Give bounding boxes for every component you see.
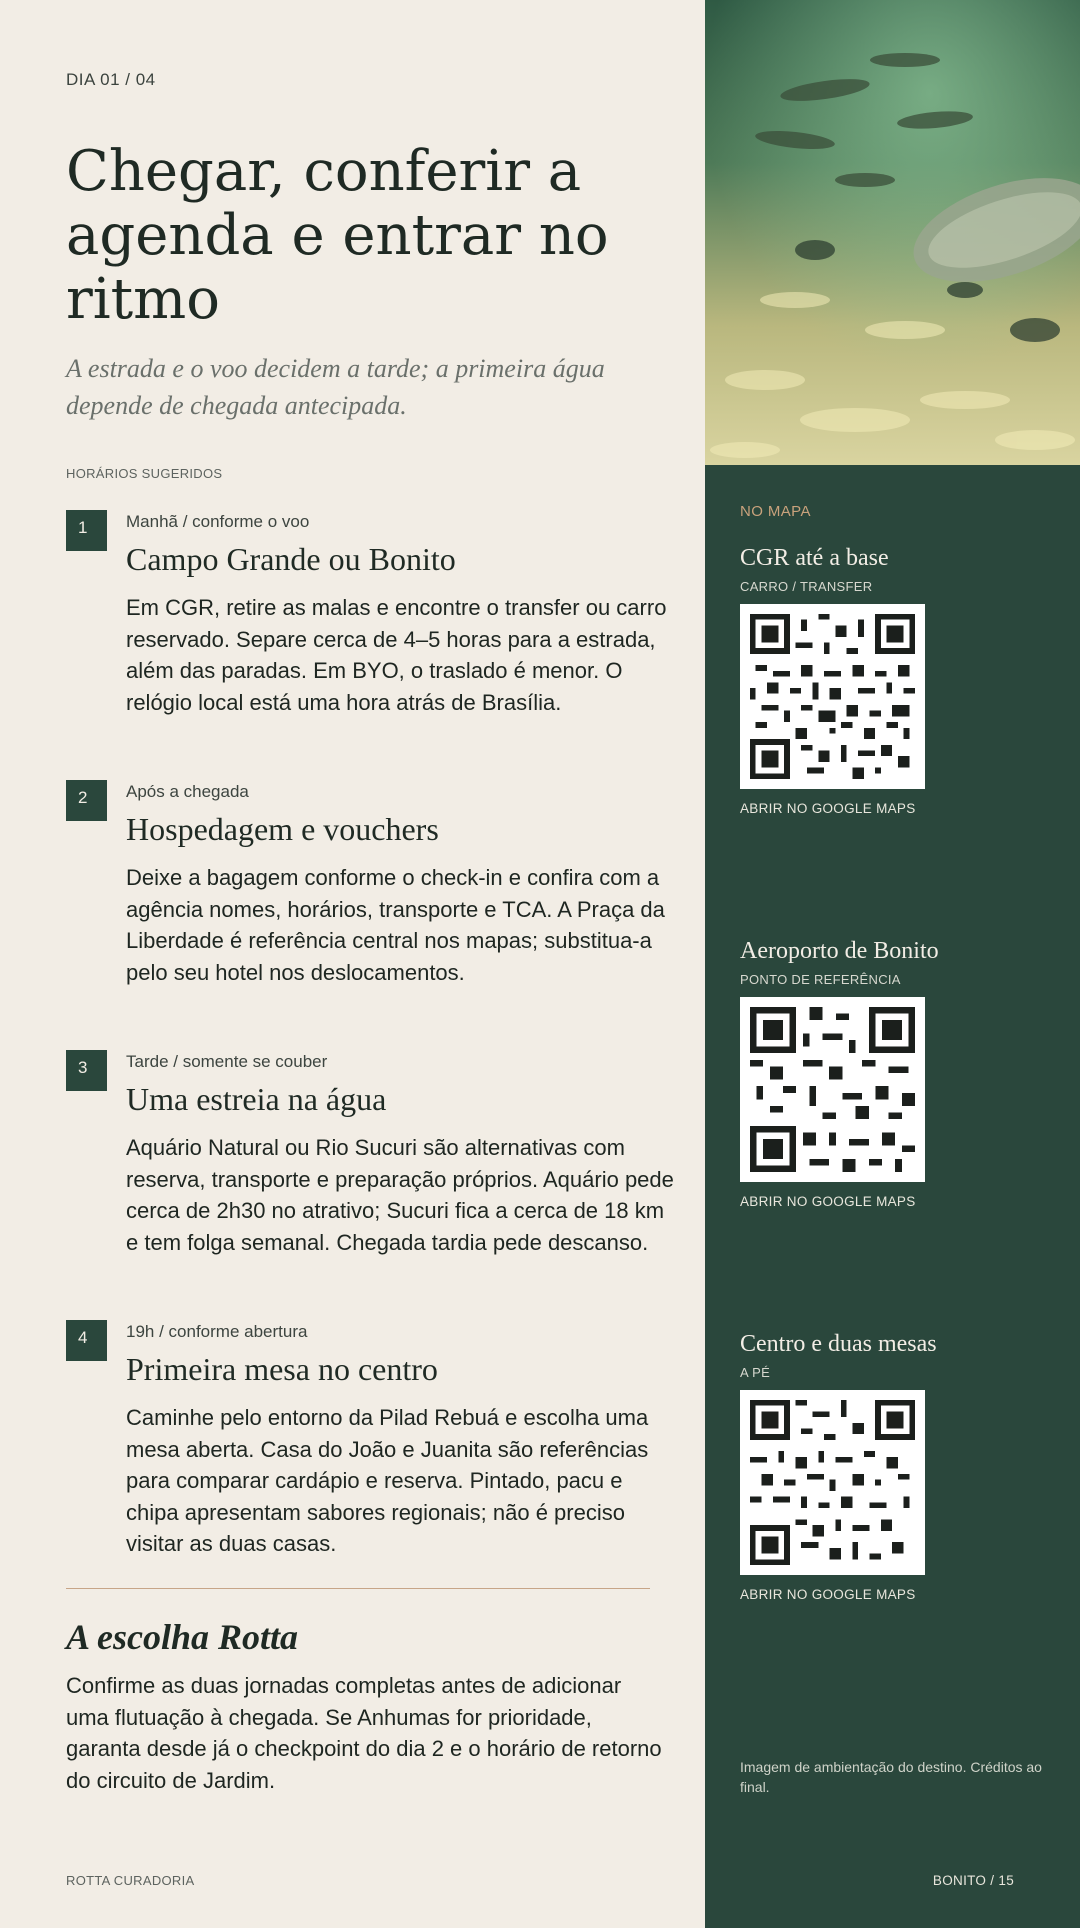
- qr-code[interactable]: [740, 997, 925, 1182]
- step-title: Campo Grande ou Bonito: [126, 541, 456, 577]
- step-time: Tarde / somente se couber: [126, 1052, 328, 1071]
- step-title: Primeira mesa no centro: [126, 1351, 438, 1387]
- step-number: 4: [66, 1320, 107, 1361]
- destination-photo: [705, 0, 1080, 465]
- page-subtitle: A estrada e o voo decidem a tarde; a primeira água depende de chegada antecipada.: [66, 354, 605, 420]
- step-number: 1: [66, 510, 107, 551]
- page-title: Chegar, conferir a agenda e entrar no ritmo: [66, 139, 609, 332]
- divider: [66, 1588, 650, 1589]
- image-credit: Imagem de ambientação do destino. Créditos ao final.: [740, 1759, 1042, 1795]
- map-sidebar: [705, 0, 1080, 1928]
- step-number: 2: [66, 780, 107, 821]
- location-transport: A PÉ: [740, 1365, 771, 1380]
- qr-code[interactable]: [740, 1390, 925, 1575]
- map-location-card: [740, 1329, 1060, 1602]
- map-location-card: [740, 936, 1060, 1209]
- open-google-maps-link[interactable]: ABRIR NO GOOGLE MAPS: [740, 801, 916, 816]
- choice-title: A escolha Rotta: [66, 1617, 299, 1657]
- step-description: Aquário Natural ou Rio Sucuri são alternativas com reserva, transporte e preparação próprios. Aquário pede cerca de 2h30 no atrativo; Sucuri fica a cerca de 18 km e tem folga semanal. Chegada tardia pede descanso.: [126, 1135, 674, 1255]
- step-description: Em CGR, retire as malas e encontre o transfer ou carro reservado. Separe cerca de 4–5 horas para a estrada, além das paradas. Em BYO, o traslado é menor. O relógio local está uma hora atrás de Brasília.: [126, 595, 667, 715]
- footer-page-number: BONITO / 15: [932, 1873, 1014, 1888]
- location-transport: PONTO DE REFERÊNCIA: [740, 972, 901, 987]
- map-section-label: NO MAPA: [740, 503, 811, 520]
- step-title: Uma estreia na água: [126, 1081, 387, 1117]
- step-title: Hospedagem e vouchers: [126, 811, 439, 847]
- choice-description: Confirme as duas jornadas completas antes de adicionar uma flutuação à chegada. Se Anhumas for prioridade, garanta desde já o checkpoint do dia 2 e o horário de retorno do circuito de Jardim.: [66, 1673, 662, 1793]
- footer-brand: ROTTA CURADORIA: [66, 1873, 195, 1888]
- location-name: Aeroporto de Bonito: [740, 938, 939, 964]
- qr-code[interactable]: [740, 604, 925, 789]
- step-number: 3: [66, 1050, 107, 1091]
- map-location-card: [740, 543, 1060, 816]
- open-google-maps-link[interactable]: ABRIR NO GOOGLE MAPS: [740, 1194, 916, 1209]
- step-description: Caminhe pelo entorno da Pilad Rebuá e escolha uma mesa aberta. Casa do João e Juanita são referências para comparar cardápio e reserva. Pintado, pacu e chipa apresentam sabores regionais; não é preciso visitar as duas casas.: [126, 1405, 649, 1556]
- schedule-label: HORÁRIOS SUGERIDOS: [66, 466, 223, 481]
- location-transport: CARRO / TRANSFER: [740, 579, 873, 594]
- step-description: Deixe a bagagem conforme o check-in e confira com a agência nomes, horários, transporte e TCA. A Praça da Liberdade é referência central nos mapas; substitua-a pelo seu hotel nos deslocamentos.: [126, 865, 665, 985]
- step-time: Manhã / conforme o voo: [126, 512, 310, 531]
- step-time: Após a chegada: [126, 782, 249, 801]
- open-google-maps-link[interactable]: ABRIR NO GOOGLE MAPS: [740, 1587, 916, 1602]
- step-time: 19h / conforme abertura: [126, 1322, 308, 1341]
- day-indicator: DIA 01 / 04: [66, 70, 156, 89]
- location-name: Centro e duas mesas: [740, 1331, 937, 1357]
- location-name: CGR até a base: [740, 545, 889, 571]
